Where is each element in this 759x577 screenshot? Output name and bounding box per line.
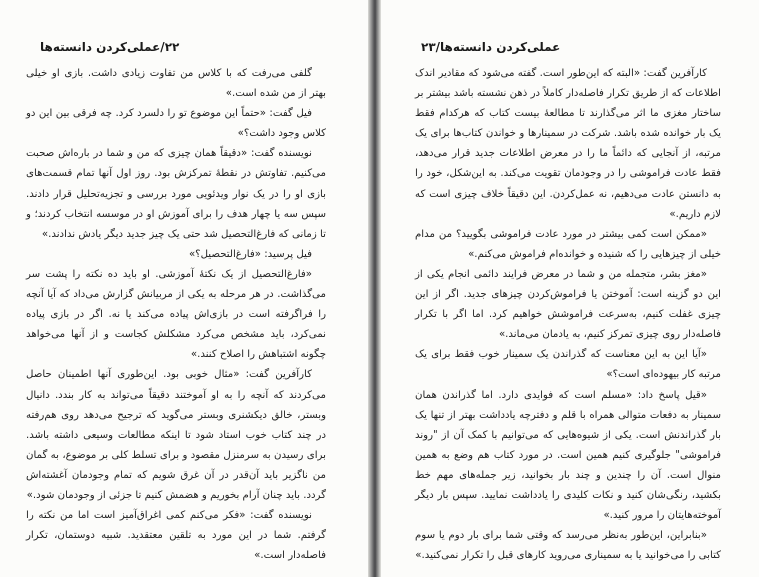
paragraph: «بنابراین، این‌طور به‌نظر می‌رسد که وقتی شما برای بار دوم یا سوم کتابی را می‌خوانید یا به سمیناری می‌روید کارهای قبل را تکرار نمی‌کنید.»: [415, 530, 721, 562]
paragraph: «فارغ‌التحصیل از یک نکتهٔ آموزشی. او باید ده نکته را پشت سر می‌گذاشت. در هر مرحله به یکی از مربیانش گزارش می‌داد که آیا آنچه را فراگرفته است در بازی‌اش پیاده می‌کند یا نه. اگر در بازی پیاده نمی‌کرد، باید مشخص می‌کرد مشکلش کجاست و از آنها می‌خواهد چگونه اشتباهش را اصلاح کنند.»: [26, 268, 326, 361]
paragraph: فیل پرسید: «فارغ‌التحصیل؟»: [188, 248, 312, 260]
left-page: [0, 0, 368, 577]
body-text: [415, 64, 721, 566]
paragraph: کارآفرین گفت: «البته که این‌طور است. گفته می‌شود که مقادیر اندک اطلاعات که از طریق تکرار فاصله‌دار کاملاً در ذهن نشسته باشد بیشتر بر ساختار مغزی ما اثر می‌گذارند تا مطالعهٔ بیست کتاب که هرکدام فقط یک بار خوانده شده باشد. شرکت در سمینارها و خواندن کتاب‌ها برای یک مرتبه، از آنجایی که دائماً ما را در معرض اطلاعات جدید قرار می‌دهد، فقط عادت فراموشی را در وجودمان تقویت می‌کند. به این‌شکل، خود را به دانستن عادت می‌دهیم، نه عمل‌کردن. این دقیقاً خلاف چیزی است که لازم داریم.»: [415, 68, 721, 220]
paragraph: گلفی می‌رفت که با کلاس من تفاوت زیادی داشت. بازی او خیلی بهتر از من شده است.»: [26, 68, 326, 100]
paragraph: «قیل پاسخ داد: «مسلم است که فوایدی دارد. اما گذراندن همان سمینار به دفعات متوالی همراه با قلم و دفترچه یادداشت بهتر از تنها یک بار گذراندنش است. یکی از شیوه‌هایی که می‌توانیم با کمک آن از "روند فراموشی" جلوگیری کنیم همین است. در مورد کتاب هم وضع به همین منوال است. آن را چندین و چند بار بخوانید، زیر جمله‌های مهم خط بکشید، رنگی‌شان کنید و نکات کلیدی را یادداشت نمایید. سپس بار دیگر آموخته‌هایتان را مرور کنید.»: [415, 389, 721, 522]
running-header: عملی‌کردن دانسته‌ها/۲۳: [421, 40, 561, 54]
paragraph: کارآفرین گفت: «مثال خوبی بود. این‌طوری آنها اطمینان حاصل می‌کردند که آنچه را به او آموختند دقیقاً می‌تواند به کار بندد. دانیال وبستر، خالق دیکشنری وبستر می‌گوید که ترجیح می‌دهد روی هم‌رفته در چند کتاب خوب استاد شود تا اینکه مطالعات وسیعی داشته باشد. برای رسیدن به سرمنزل مقصود و برای تسلط کلی بر موضوع، به گمان من ناگزیر باید آن‌قدر در آن غرق شویم که تمام وجودمان آغشته‌اش گردد. باید چنان آرام بخوریم و هضمش کنیم تا جزئی از وجودمان شود.»: [26, 369, 326, 501]
paragraph: فیل گفت: «حتماً این موضوع تو را دلسرد کرد. چه فرقی بین این دو کلاس وجود داشت؟»: [26, 108, 326, 140]
book-gutter: [368, 0, 381, 577]
paragraph: نویسنده گفت: «دقیقاً همان چیزی که من و شما در باره‌اش صحبت می‌کنیم. تفاوتش در نقطهٔ تمرکزش بود. روز اول آنها تمام قسمت‌های بازی او را در یک نوار ویدئویی مورد بررسی و تجزیه‌تحلیل قرار دادند. سپس سه یا چهار هدف را برای آموزش او در موسسه انتخاب کردند؛ و تا زمانی که فارغ‌التحصیل شد حتی یک چیز جدید دیگر یادش ندادند.»: [26, 148, 326, 240]
right-page: [381, 0, 759, 577]
paragraph: «مغز بشر، متجمله من و شما در معرض فرایند دائمی انجام یکی از این دو گزینه است: آموختن یا فراموش‌کردن چیزهای جدید. اگر از این چیزی غفلت کنیم، به‌سرعت فراموشش خواهیم کرد. اما اگر با تکرار فاصله‌دار روی چیزی تمرکز کنیم، به یادمان می‌ماند.»: [415, 268, 721, 341]
running-header: ۲۲/عملی‌کردن دانسته‌ها: [40, 40, 180, 54]
paragraph: نویسنده گفت: «فکر می‌کنم کمی اغراق‌آمیز است اما من نکته را گرفتم. شما در این مورد به تلقین معتقدید. شبیه دوستمان، تکرار فاصله‌دار است.»: [26, 510, 326, 562]
body-text: [26, 64, 326, 566]
paragraph: «ممکن است کمی بیشتر در مورد عادت فراموشی بگویید؟ من مدام خیلی از چیزهایی را که شنیده و خوانده‌ام فراموش می‌کنم.»: [415, 228, 721, 260]
paragraph: «آیا این به این معناست که گذراندن یک سمینار خوب فقط برای یک مرتبه کار بیهوده‌ای است؟»: [415, 349, 721, 381]
